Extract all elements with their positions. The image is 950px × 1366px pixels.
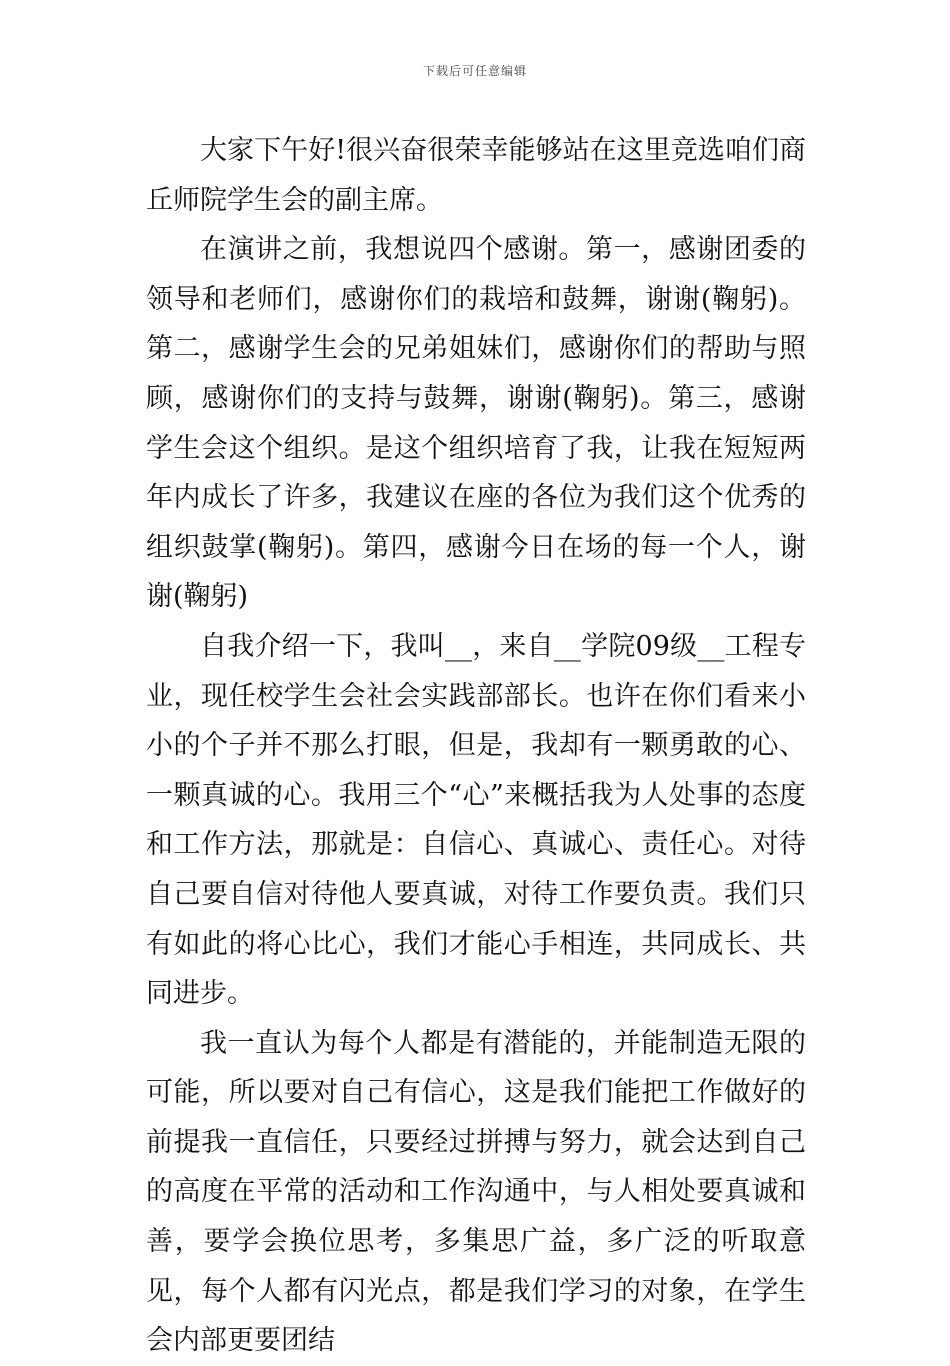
paragraph-greeting: 大家下午好!很兴奋很荣幸能够站在这里竞选咱们商丘师院学生会的副主席。 bbox=[146, 135, 806, 216]
download-note: 下载后可任意编辑 bbox=[422, 64, 527, 78]
document-body bbox=[146, 126, 806, 1366]
paragraph-self-intro: 自我介绍一下，我叫__，来自__学院09级__工程专业，现任校学生会社会实践部部长。也许在你们看来小小的个子并不那么打眼，但是，我却有一颗勇敢的心、一颗真诚的心。我用三个“心”来概括我为人处事的态度和工作方法，那就是：自信心、真诚心、责任心。对待自己要自信对待他人要真诚，对待工作要负责。我们只有如此的将心比心，我们才能心手相连，共同成长、共同进步。 bbox=[146, 630, 806, 1010]
paragraph-beliefs: 我一直认为每个人都是有潜能的，并能制造无限的可能，所以要对自己有信心，这是我们能把工作做好的前提我一直信任，只要经过拼搏与努力，就会达到自己的高度在平常的活动和工作沟通中，与人相处要真诚和善，要学会换位思考，多集思广益，多广泛的听取意见，每个人都有闪光点，都是我们学习的对象，在学生会内部更要团结 bbox=[146, 1027, 806, 1357]
paragraph-thanks: 在演讲之前，我想说四个感谢。第一，感谢团委的领导和老师们，感谢你们的栽培和鼓舞，谢谢(鞠躬)。第二，感谢学生会的兄弟姐妹们，感谢你们的帮助与照顾，感谢你们的支持与鼓舞，谢谢(鞠躬)。第三，感谢学生会这个组织。是这个组织培育了我，让我在短短两年内成长了许多，我建议在座的各位为我们这个优秀的组织鼓掌(鞠躬)。第四，感谢今日在场的每一个人，谢谢(鞠躬) bbox=[146, 234, 806, 613]
